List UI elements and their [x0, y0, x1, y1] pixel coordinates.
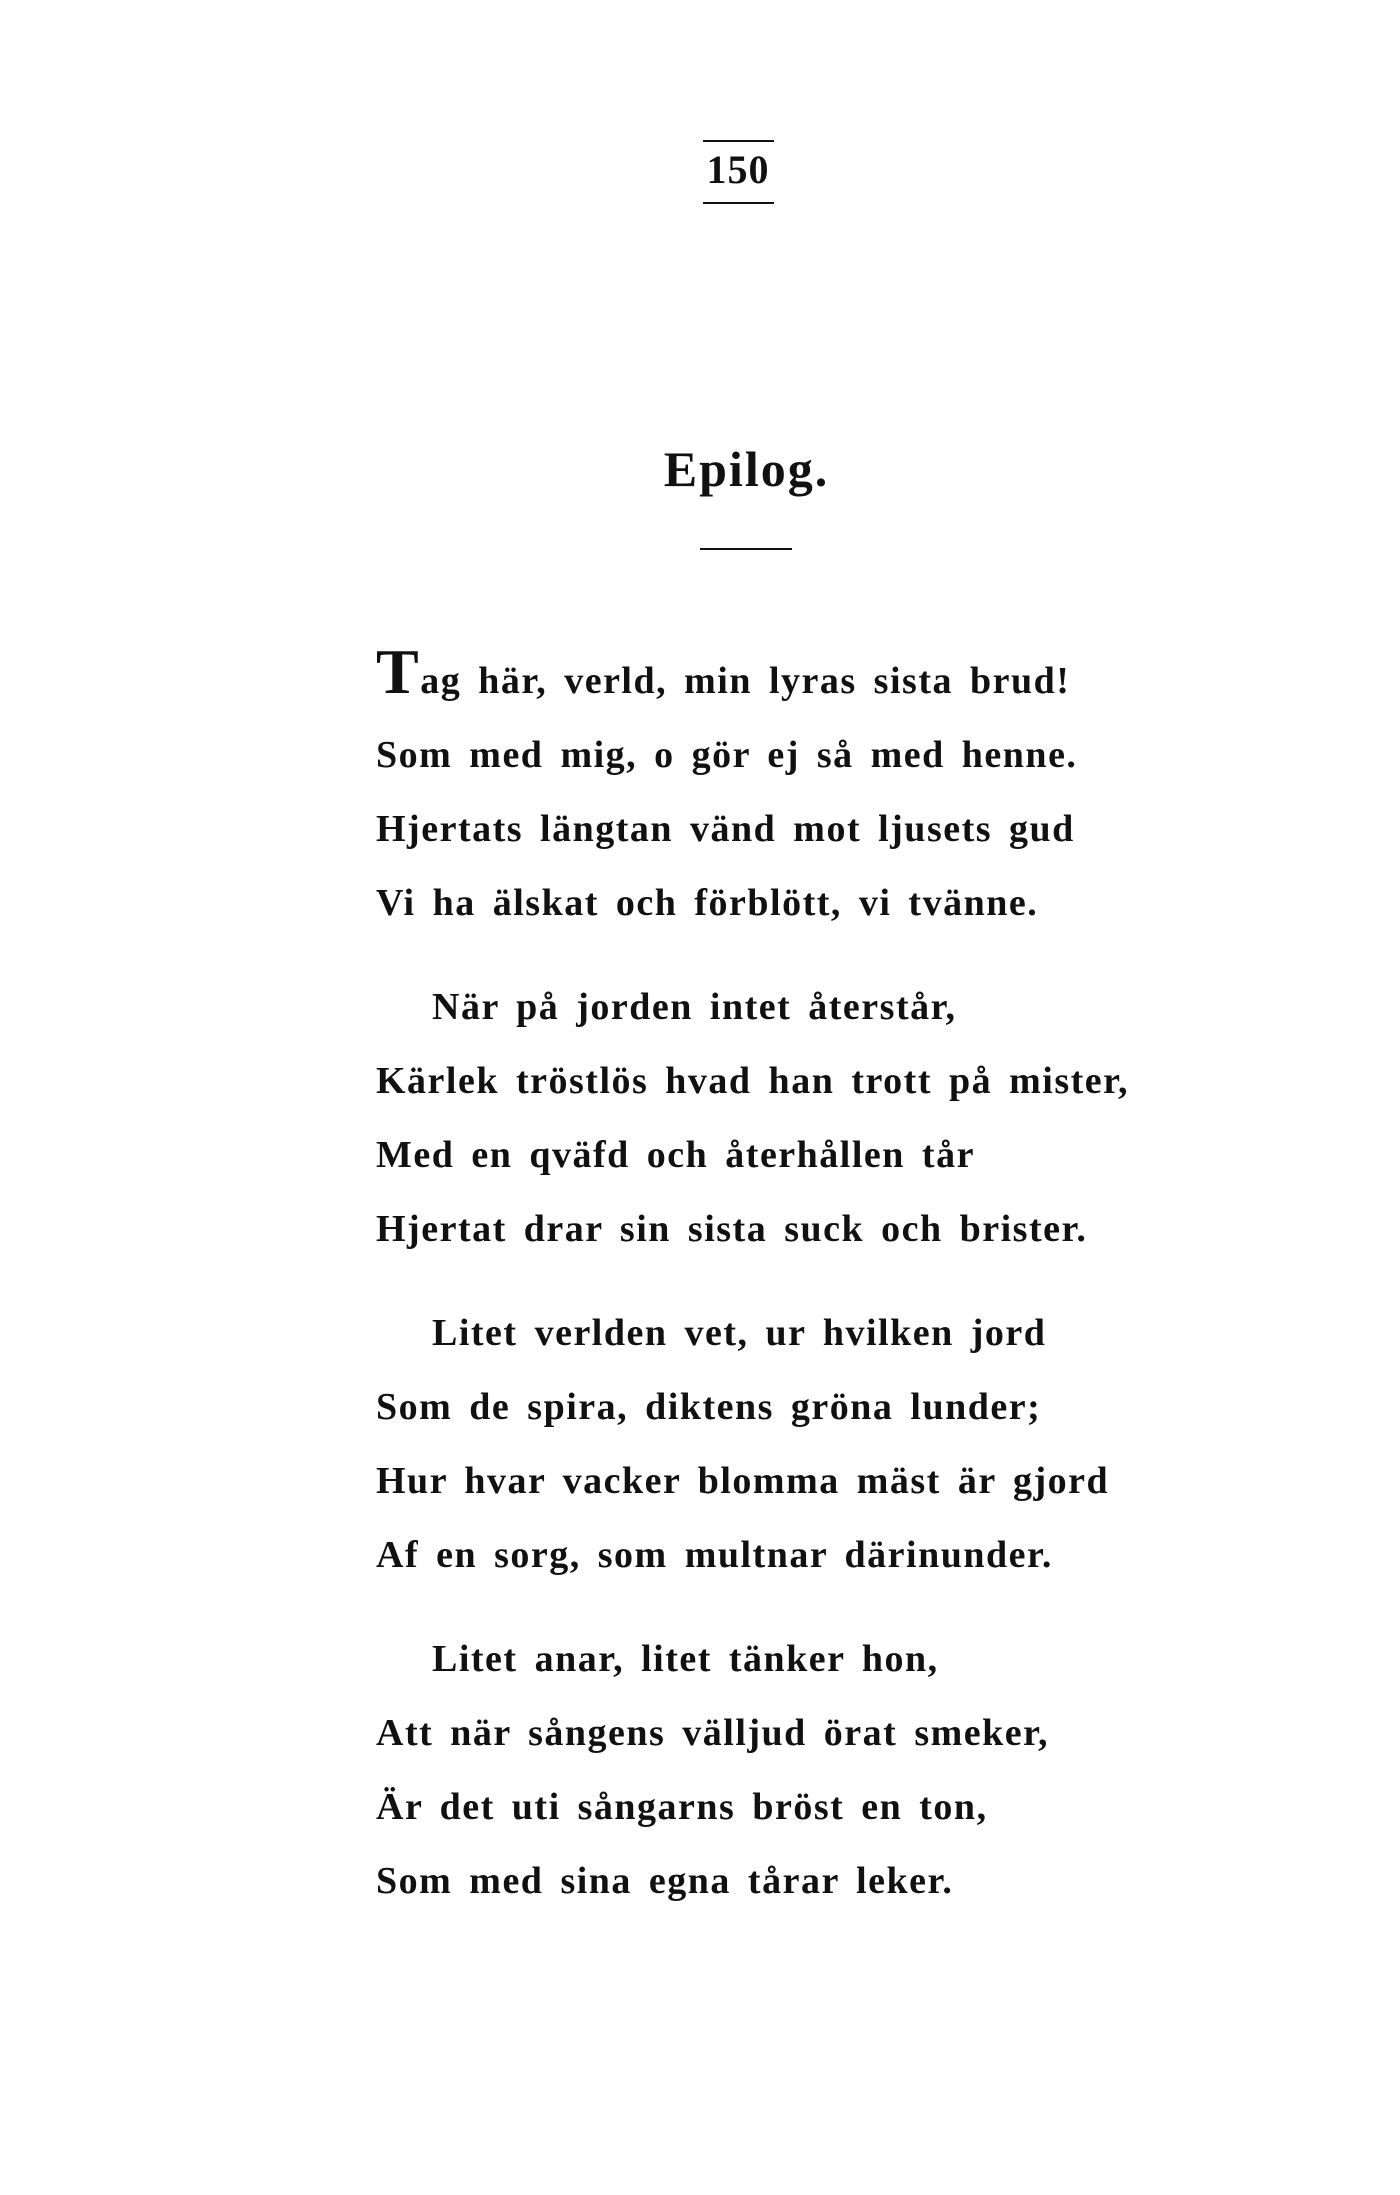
- poem-line: Att när sångens välljud örat smeker,: [376, 1712, 1050, 1754]
- poem-line: Hjertats längtan vänd mot ljusets gud: [376, 808, 1075, 850]
- page-number: 150: [703, 140, 774, 204]
- drop-cap: T: [376, 636, 421, 707]
- poem-line: Hjertat drar sin sista suck och brister.: [376, 1208, 1088, 1250]
- stanza-1: [376, 636, 1196, 940]
- poem-line: Med en qväfd och återhållen tår: [376, 1134, 975, 1176]
- poem-line: Vi ha älskat och förblött, vi tvänne.: [376, 882, 1039, 924]
- poem-line: Som med sina egna tårar leker.: [376, 1860, 954, 1902]
- poem-line: [376, 636, 1196, 718]
- poem-line: Som med mig, o gör ej så med henne.: [376, 734, 1078, 776]
- poem-line: Hur hvar vacker blomma mäst är gjord: [376, 1460, 1110, 1502]
- poem-line: Kärlek tröstlös hvad han trott på mister,: [376, 1060, 1129, 1102]
- title-divider: [700, 548, 792, 550]
- poem-line-rest: ag här, verld, min lyras sista brud!: [420, 660, 1071, 702]
- poem-line: När på jorden intet återstår,: [432, 986, 957, 1028]
- poem-line: Litet verlden vet, ur hvilken jord: [432, 1312, 1047, 1354]
- poem-line: Är det uti sångarns bröst en ton,: [376, 1786, 988, 1828]
- poem-title: Epilog.: [663, 441, 830, 497]
- poem-line: Litet anar, litet tänker hon,: [432, 1638, 939, 1680]
- page-number-container: [0, 140, 1400, 204]
- stanza-4: [376, 1622, 1196, 1918]
- poem-body: [376, 636, 1196, 1948]
- poem-line: Som de spira, diktens gröna lunder;: [376, 1386, 1042, 1428]
- stanza-3: [376, 1296, 1196, 1592]
- poem-line: Af en sorg, som multnar därinunder.: [376, 1534, 1053, 1576]
- stanza-2: [376, 970, 1196, 1266]
